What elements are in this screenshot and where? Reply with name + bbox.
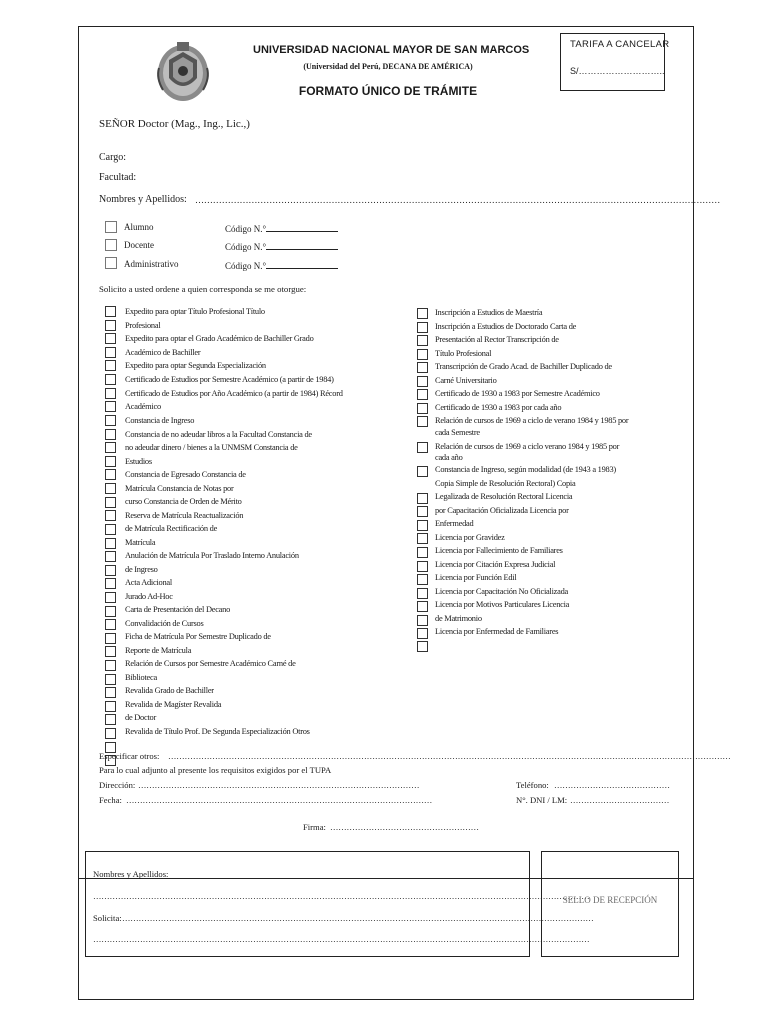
right-item-line: Licencia por Motivos Particulares Licencia — [435, 600, 570, 609]
right-checkbox[interactable] — [417, 588, 428, 599]
right-checkbox[interactable] — [417, 520, 428, 531]
tarifa-amount-field[interactable]: S/……………………….. — [570, 66, 665, 76]
left-item-line: Certificado de Estudios por Año Académico (a partir de 1984) Récord — [125, 389, 343, 398]
right-checkbox[interactable] — [417, 506, 428, 517]
left-checkbox[interactable] — [105, 497, 116, 508]
left-checkbox[interactable] — [105, 469, 116, 480]
right-item-line: Licencia por Capacitación No Oficializada — [435, 587, 568, 596]
right-checkbox[interactable] — [417, 362, 428, 373]
administrativo-code[interactable] — [225, 259, 338, 271]
left-checkbox[interactable] — [105, 646, 116, 657]
left-checkbox[interactable] — [105, 388, 116, 399]
left-checkbox[interactable] — [105, 442, 116, 453]
left-checkbox[interactable] — [105, 333, 116, 344]
right-checkbox[interactable] — [417, 308, 428, 319]
left-checkbox[interactable] — [105, 429, 116, 440]
docente-checkbox[interactable] — [105, 239, 117, 251]
telefono-field[interactable]: …………………………………… — [554, 781, 670, 790]
reception-extra-field[interactable]: ……………………………………………………………………………………………………………………………………………………………… — [93, 935, 590, 944]
left-checkbox[interactable] — [105, 728, 116, 739]
firma-field[interactable]: ……………………………………………… — [330, 823, 479, 832]
firma-label: Firma: — [303, 822, 326, 832]
right-item-line: Licencia por Función Edil — [435, 573, 517, 582]
right-item-line: Constancia de Ingreso, según modalidad (de 1943 a 1983) — [435, 465, 616, 474]
cargo-label: Cargo: — [99, 152, 127, 163]
left-item-line: Académico — [125, 402, 161, 411]
telefono-label: Teléfono: — [516, 780, 549, 790]
salutation: SEÑOR Doctor (Mag., Ing., Lic.,) — [99, 118, 250, 130]
right-checkbox[interactable] — [417, 628, 428, 639]
left-checkbox[interactable] — [105, 660, 116, 671]
left-item-line: de Ingreso — [125, 565, 158, 574]
right-checkbox[interactable] — [417, 376, 428, 387]
right-checkbox[interactable] — [417, 601, 428, 612]
right-checkbox[interactable] — [417, 389, 428, 400]
left-checkbox[interactable] — [105, 320, 116, 331]
left-item-line: Constancia de no adeudar libros a la Facultad Constancia de — [125, 430, 312, 439]
direccion-label: Dirección: — [99, 780, 136, 790]
right-item-line: Certificado de 1930 a 1983 por Semestre Académico — [435, 389, 600, 398]
right-item-line: Licencia por Citación Expresa Judicial — [435, 560, 556, 569]
left-checkbox[interactable] — [105, 687, 116, 698]
left-checkbox[interactable] — [105, 578, 116, 589]
left-item-line: de Doctor — [125, 713, 157, 722]
right-item-line: cada Semestre — [435, 428, 480, 437]
form-title: FORMATO ÚNICO DE TRÁMITE — [298, 84, 478, 98]
sello-label: SELLO DE RECEPCIÓN — [562, 895, 658, 905]
reception-solicita-field[interactable]: ……………………………………………………………………………………………………………………………………………………… — [122, 914, 594, 923]
right-item-line: Relación de cursos de 1969 a ciclo de verano 1984 y 1985 por — [435, 416, 629, 425]
right-checkbox[interactable] — [417, 466, 428, 477]
right-checkbox[interactable] — [417, 574, 428, 585]
university-subtitle: (Universidad del Perú, DECANA DE AMÉRICA) — [303, 62, 473, 71]
left-item-line: Convalidación de Cursos — [125, 619, 204, 628]
left-item-line: Estudios — [125, 457, 152, 466]
left-item-line: Expedito para optar Título Profesional Título — [125, 307, 265, 316]
code-label: Código N.° — [225, 242, 267, 252]
left-item-line: Relación de Cursos por Semestre Académico Carné de — [125, 659, 296, 668]
right-item-line: Inscripción a Estudios de Maestría — [435, 308, 543, 317]
left-checkbox[interactable] — [105, 456, 116, 467]
code-underline — [266, 222, 338, 232]
left-checkbox[interactable] — [105, 565, 116, 576]
left-checkbox[interactable] — [105, 524, 116, 535]
university-seal-icon — [153, 38, 213, 104]
code-underline — [266, 259, 338, 269]
left-checkbox[interactable] — [105, 415, 116, 426]
alumno-code[interactable] — [225, 222, 338, 234]
left-checkbox[interactable] — [105, 551, 116, 562]
left-item-line: Reserva de Matrícula Reactualización — [125, 511, 244, 520]
left-item-line: Matrícula — [125, 538, 156, 547]
right-checkbox[interactable] — [417, 615, 428, 626]
facultad-label: Facultad: — [99, 172, 137, 183]
especificar-label: Especificar otros: — [99, 751, 160, 761]
left-item-line: Acta Adicional — [125, 578, 172, 587]
left-item-line: Revalida de Título Prof. De Segunda Especialización Otros — [125, 727, 310, 736]
administrativo-label: Administrativo — [124, 259, 179, 269]
right-item-line: Licencia por Gravidez — [435, 533, 505, 542]
divider-line — [78, 878, 694, 879]
left-item-line: de Matrícula Rectificación de — [125, 524, 218, 533]
left-checkbox[interactable] — [105, 538, 116, 549]
dni-field[interactable]: ……………………………… — [570, 796, 670, 805]
right-item-line: Enfermedad — [435, 519, 474, 528]
right-checkbox[interactable] — [417, 547, 428, 558]
right-checkbox[interactable] — [417, 442, 428, 453]
right-checkbox[interactable] — [417, 403, 428, 414]
especificar-field[interactable]: …………………………………………………………………………………………………………………………………………………………………………………… — [168, 752, 731, 761]
right-checkbox[interactable] — [417, 641, 428, 652]
fecha-field[interactable]: ………………………………………………………………………………………………… — [126, 796, 433, 805]
left-checkbox[interactable] — [105, 633, 116, 644]
left-checkbox[interactable] — [105, 360, 116, 371]
right-checkbox[interactable] — [417, 416, 428, 427]
right-checkbox[interactable] — [417, 493, 428, 504]
right-checkbox[interactable] — [417, 533, 428, 544]
left-checkbox[interactable] — [105, 701, 116, 712]
left-checkbox[interactable] — [105, 592, 116, 603]
nombres-field[interactable]: …………………………………………………………………………………………………………………………………………………………… — [195, 195, 721, 205]
right-checkbox[interactable] — [417, 335, 428, 346]
left-item-line: Constancia de Egresado Constancia de — [125, 470, 246, 479]
reception-nombres-label: Nombres y Apellidos: — [93, 869, 169, 879]
adjunto-text: Para lo cual adjunto al presente los requisitos exigidos por el TUPA — [99, 765, 332, 775]
left-item-line: Revalida Grado de Bachiller — [125, 686, 214, 695]
left-item-line: Expedito para optar el Grado Académico de Bachiller Grado — [125, 334, 314, 343]
right-item-line: Inscripción a Estudios de Doctorado Carta de — [435, 322, 577, 331]
solicito-text: Solicito a usted ordene a quien corresponda se me otorgue: — [99, 284, 307, 294]
left-checkbox[interactable] — [105, 606, 116, 617]
left-checkbox[interactable] — [105, 674, 116, 685]
left-item-line: Reporte de Matrícula — [125, 646, 192, 655]
right-checkbox[interactable] — [417, 349, 428, 360]
left-item-line: Biblioteca — [125, 673, 157, 682]
left-item-line: Carta de Presentación del Decano — [125, 605, 231, 614]
left-item-line: Constancia de Ingreso — [125, 416, 195, 425]
left-item-line: Expedito para optar Segunda Especialización — [125, 361, 266, 370]
left-checkbox[interactable] — [105, 306, 116, 317]
left-item-line: Revalida de Magíster Revalida — [125, 700, 222, 709]
right-checkbox[interactable] — [417, 322, 428, 333]
dni-label: N°. DNI / LM: — [516, 795, 568, 805]
nombres-label: Nombres y Apellidos: — [99, 194, 187, 205]
reception-solicita-label: Solicita: — [93, 913, 122, 923]
administrativo-checkbox[interactable] — [105, 257, 117, 269]
right-checkbox[interactable] — [417, 561, 428, 572]
left-item-line: Profesional — [125, 321, 161, 330]
left-item-line: Anulación de Matrícula Por Traslado Interno Anulación — [125, 551, 299, 560]
left-checkbox[interactable] — [105, 714, 116, 725]
alumno-checkbox[interactable] — [105, 221, 117, 233]
right-item-line: cada año — [435, 453, 463, 462]
code-label: Código N.° — [225, 224, 267, 234]
left-item-line: Matrícula Constancia de Notas por — [125, 484, 234, 493]
right-item-line: Presentación al Rector Transcripción de — [435, 335, 559, 344]
right-item-line: Título Profesional — [435, 349, 492, 358]
right-item-line: Certificado de 1930 a 1983 por cada año — [435, 403, 562, 412]
direccion-field[interactable]: ………………………………………………………………………………………… — [138, 781, 420, 790]
left-item-line: no adeudar dinero / bienes a la UNMSM Constancia de — [125, 443, 298, 452]
left-checkbox[interactable] — [105, 347, 116, 358]
right-item-line: de Matrimonio — [435, 614, 482, 623]
left-item-line: Certificado de Estudios por Semestre Académico (a partir de 1984) — [125, 375, 334, 384]
left-item-line: curso Constancia de Orden de Mérito — [125, 497, 242, 506]
right-item-line: Relación de cursos de 1969 a ciclo verano 1984 y 1985 por — [435, 442, 620, 451]
code-underline — [266, 240, 338, 250]
fecha-label: Fecha: — [99, 795, 122, 805]
right-item-line: Copia Simple de Resolución Rectoral) Copia — [435, 479, 576, 488]
university-name: UNIVERSIDAD NACIONAL MAYOR DE SAN MARCOS — [253, 44, 530, 56]
left-item-line: Jurado Ad-Hoc — [125, 592, 173, 601]
docente-label: Docente — [124, 240, 154, 250]
alumno-label: Alumno — [124, 222, 154, 232]
left-checkbox[interactable] — [105, 483, 116, 494]
code-label: Código N.° — [225, 261, 267, 271]
right-item-line: Licencia por Enfermedad de Familiares — [435, 627, 559, 636]
left-checkbox[interactable] — [105, 374, 116, 385]
left-checkbox[interactable] — [105, 401, 116, 412]
right-item-line: Transcripción de Grado Acad. de Bachiller Duplicado de — [435, 362, 612, 371]
left-checkbox[interactable] — [105, 510, 116, 521]
reception-nombres-field[interactable]: ……………………………………………………………………………………………………………………………………………………………… — [93, 892, 590, 901]
left-item-line: Ficha de Matrícula Por Semestre Duplicado de — [125, 632, 271, 641]
left-item-line: Académico de Bachiller — [125, 348, 201, 357]
left-checkbox[interactable] — [105, 619, 116, 630]
right-item-line: Carné Universitario — [435, 376, 497, 385]
right-item-line: por Capacitación Oficializada Licencia por — [435, 506, 569, 515]
tarifa-label: TARIFA A CANCELAR — [570, 39, 670, 50]
right-item-line: Licencia por Fallecimiento de Familiares — [435, 546, 563, 555]
right-item-line: Legalizada de Resolución Rectoral Licencia — [435, 492, 573, 501]
docente-code[interactable] — [225, 240, 338, 252]
